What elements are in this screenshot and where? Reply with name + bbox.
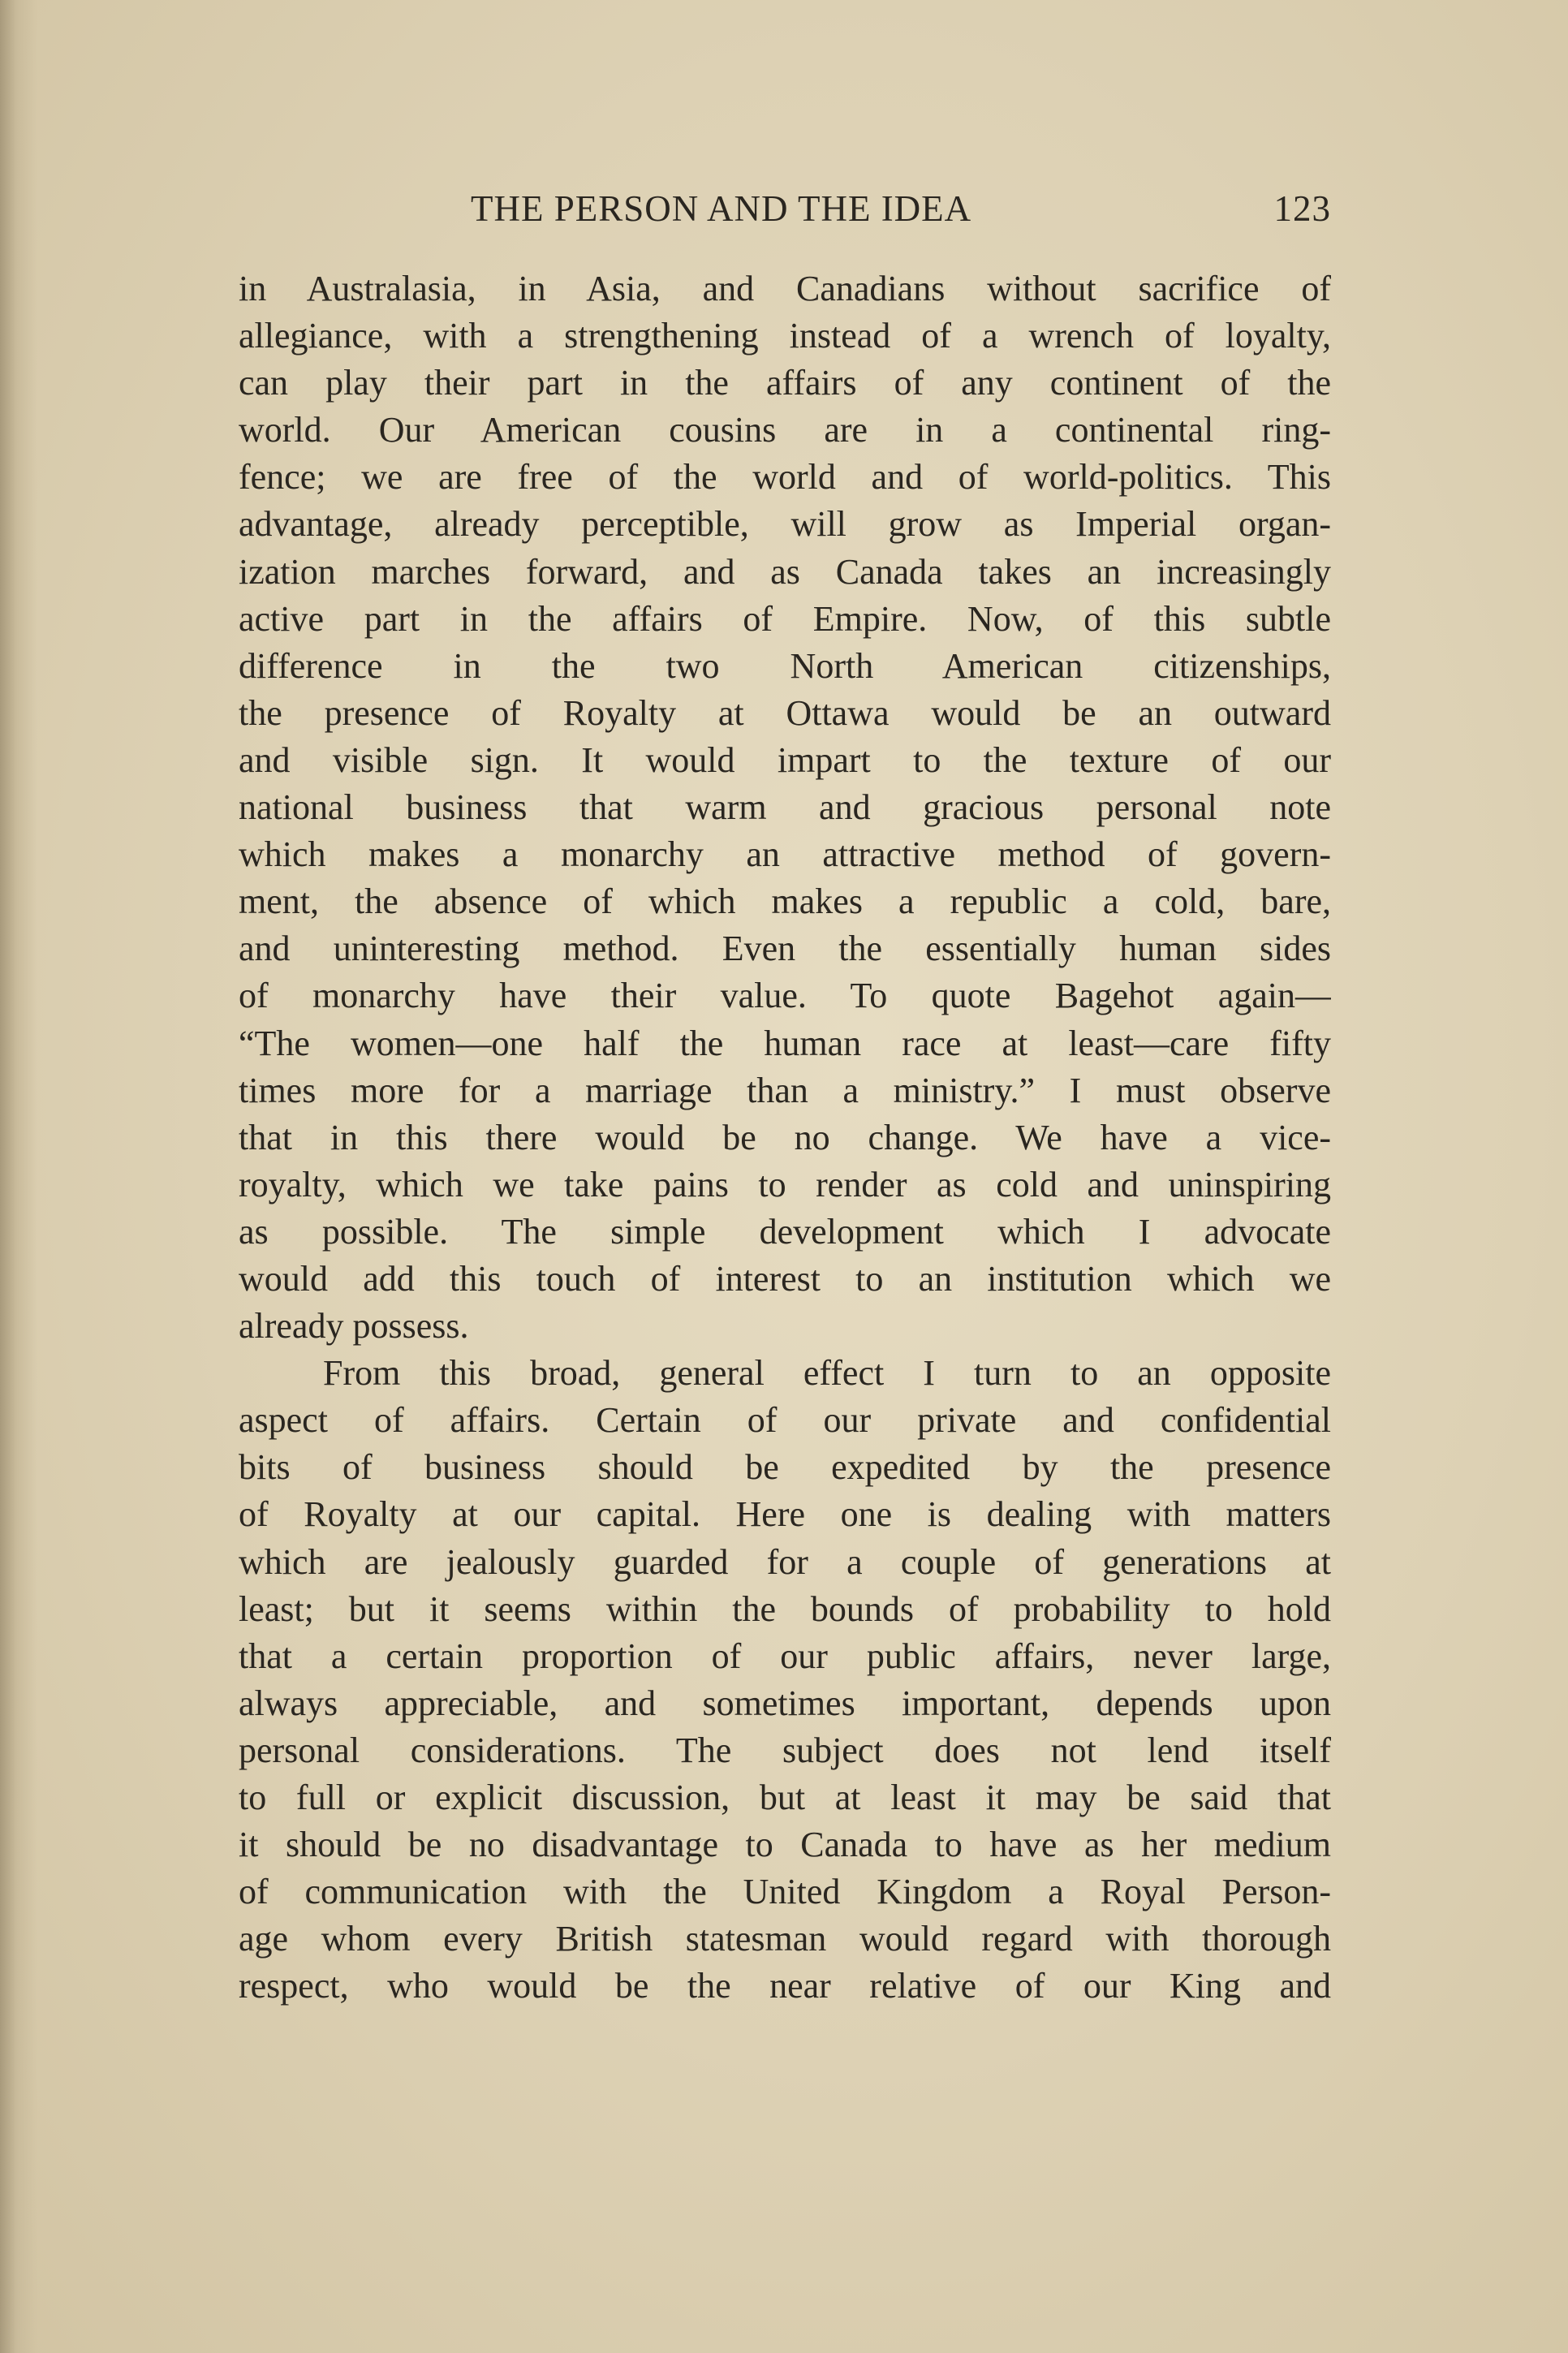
text-line: “The women—one half the human race at least—care fifty (239, 1023, 1331, 1063)
paragraph-last-line: already possess. (239, 1306, 469, 1347)
text-line: age whom every British statesman would regard with thorough (239, 1919, 1331, 1959)
text-line: that a certain proportion of our public affairs, never large, (239, 1635, 1331, 1676)
running-head-title: THE PERSON AND THE IDEA (471, 188, 972, 229)
text-line: national business that warm and gracious personal note (239, 787, 1331, 828)
text-line: world. Our American cousins are in a continental ring- (239, 410, 1331, 450)
text-line: always appreciable, and sometimes important, depends upon (239, 1683, 1331, 1723)
spine-shadow (0, 0, 37, 2353)
text-line: the presence of Royalty at Ottawa would be an outward (239, 692, 1331, 733)
text-line: in Australasia, in Asia, and Canadians without sacrifice of (239, 269, 1331, 308)
running-head (235, 180, 1331, 237)
text-line: which makes a monarchy an attractive method of govern- (239, 834, 1331, 875)
text-line: which are jealously guarded for a couple of generations at (239, 1541, 1331, 1582)
text-line: least; but it seems within the bounds of probability to hold (239, 1588, 1331, 1629)
page-number: 123 (1273, 188, 1331, 229)
text-line: respect, who would be the near relative of our King and (239, 1966, 1331, 2006)
text-line: of communication with the United Kingdom a Royal Person- (239, 1872, 1331, 1912)
text-line: ment, the absence of which makes a republic a cold, bare, (239, 881, 1331, 922)
text-line: of Royalty at our capital. Here one is dealing with matters (239, 1494, 1331, 1535)
text-line: difference in the two North American citizenships, (239, 645, 1331, 686)
text-line: and uninteresting method. Even the essentially human sides (239, 929, 1331, 969)
text-line: times more for a marriage than a ministry.” I must observe (239, 1070, 1331, 1110)
text-line: advantage, already perceptible, will grow as Imperial organ- (239, 504, 1331, 545)
paragraph-first-line: From this broad, general effect I turn to an opposite (323, 1353, 1331, 1394)
text-line: it should be no disadvantage to Canada to have as her medium (239, 1825, 1331, 1865)
text-line: royalty, which we take pains to render as cold and uninspiring (239, 1164, 1331, 1205)
text-line: allegiance, with a strengthening instead of a wrench of loyalty, (239, 316, 1331, 356)
text-line: personal considerations. The subject does not lend itself (239, 1730, 1331, 1770)
text-line: would add this touch of interest to an institution which we (239, 1258, 1331, 1299)
body-text (239, 265, 1331, 2010)
text-line: that in this there would be no change. We have a vice- (239, 1117, 1331, 1157)
text-line: as possible. The simple development which I advocate (239, 1211, 1331, 1252)
text-line: can play their part in the affairs of any continent of the (239, 363, 1331, 403)
text-line: and visible sign. It would impart to the texture of our (239, 739, 1331, 780)
text-line: fence; we are free of the world and of world-politics. This (239, 457, 1331, 498)
text-line: of monarchy have their value. To quote Bagehot again— (239, 976, 1331, 1016)
text-line: to full or explicit discussion, but at least it may be said that (239, 1778, 1331, 1817)
text-line: active part in the affairs of Empire. Now, of this subtle (239, 598, 1331, 639)
text-line: bits of business should be expedited by the presence (239, 1447, 1331, 1488)
text-line: aspect of affairs. Certain of our private and confidential (239, 1400, 1331, 1441)
text-line: ization marches forward, and as Canada takes an increasingly (239, 551, 1331, 592)
